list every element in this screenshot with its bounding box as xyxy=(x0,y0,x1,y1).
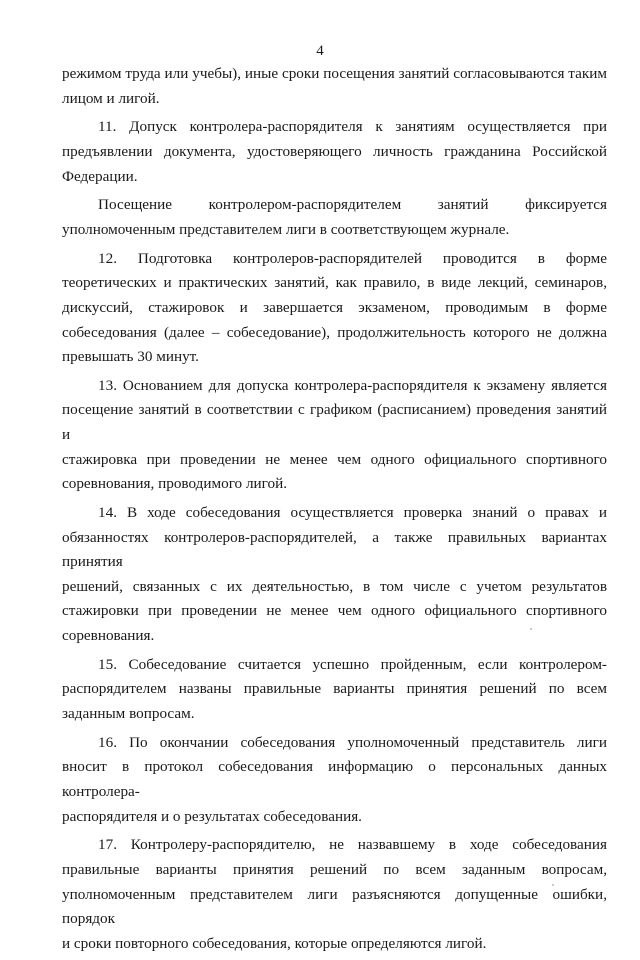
text-line: 14. В ходе собеседования осуществляется проверка знаний о правах и xyxy=(98,504,607,522)
paragraph-p16 xyxy=(62,731,607,829)
paragraph-p11b xyxy=(62,193,607,242)
text-line: собеседования (далее – собеседование), продолжительность которого не должна xyxy=(62,323,607,341)
scan-speck xyxy=(552,884,554,886)
text-line: распорядителя и о результатах собеседования. xyxy=(62,807,362,825)
text-line: 15. Собеседование считается успешно пройденным, если контролером- xyxy=(98,655,607,673)
text-line: решений, связанных с их деятельностью, в том числе с учетом результатов xyxy=(62,577,607,595)
scan-speck xyxy=(530,628,532,630)
text-line: превышать 30 минут. xyxy=(62,348,199,366)
text-line: 16. По окончании собеседования уполномоченный представитель лиги xyxy=(98,733,607,751)
text-line: правильные варианты принятия решений по всем заданным вопросам, xyxy=(62,860,607,878)
text-line: соревнования, проводимого лигой. xyxy=(62,475,288,493)
text-line: 12. Подготовка контролеров-распорядителей проводится в форме xyxy=(98,249,607,267)
paragraph-p15 xyxy=(62,653,607,727)
document-body xyxy=(62,62,607,960)
text-line: режимом труда или учебы), иные сроки посещения занятий согласовываются таким xyxy=(62,65,607,82)
text-line: Посещение контролером-распорядителем занятий фиксируется xyxy=(98,196,607,214)
paragraph-p12 xyxy=(62,247,607,370)
text-line: стажировка при проведении не менее чем одного официального спортивного xyxy=(62,450,607,468)
text-line: уполномоченным представителем лиги разъясняются допущенные ошибки, порядок xyxy=(62,885,607,928)
text-line: соревнования. xyxy=(62,627,155,644)
text-line: заданным вопросам. xyxy=(62,704,195,722)
text-line: 13. Основанием для допуска контролера-распорядителя к экзамену является xyxy=(98,376,607,394)
text-line: вносит в протокол собеседования информацию о персональных данных контролера- xyxy=(62,758,607,800)
text-line: лицом и лигой. xyxy=(62,89,160,107)
text-line: Федерации. xyxy=(62,167,138,185)
paragraph-p0 xyxy=(62,62,607,111)
text-line: уполномоченным представителем лиги в соответствующем журнале. xyxy=(62,220,510,238)
page-number: 4 xyxy=(316,43,324,59)
text-line: 17. Контролеру-распорядителю, не назвавшему в ходе собеседования xyxy=(98,836,607,854)
text-line: дискуссий, стажировок и завершается экзаменом, проводимым в форме xyxy=(62,298,607,316)
text-line: распорядителем названы правильные варианты принятия решений по всем xyxy=(62,680,607,698)
text-line: посещение занятий в соответствии с графиком (расписанием) проведения занятий и xyxy=(62,401,607,444)
text-line: предъявлении документа, удостоверяющего личность гражданина Российской xyxy=(62,142,607,160)
text-line: стажировки при проведении не менее чем одного официального спортивного xyxy=(62,602,607,620)
paragraph-p17 xyxy=(62,833,607,956)
text-line: и сроки повторного собеседования, которые определяются лигой. xyxy=(62,934,487,952)
paragraph-p14 xyxy=(62,501,607,649)
text-line: теоретических и практических занятий, как правило, в виде лекций, семинаров, xyxy=(62,274,607,292)
paragraph-p13 xyxy=(62,374,607,497)
text-line: обязанностях контролеров-распорядителей, а также правильных вариантах принятия xyxy=(62,528,607,571)
text-line: 11. Допуск контролера-распорядителя к занятиям осуществляется при xyxy=(98,118,607,136)
paragraph-p11 xyxy=(62,115,607,189)
